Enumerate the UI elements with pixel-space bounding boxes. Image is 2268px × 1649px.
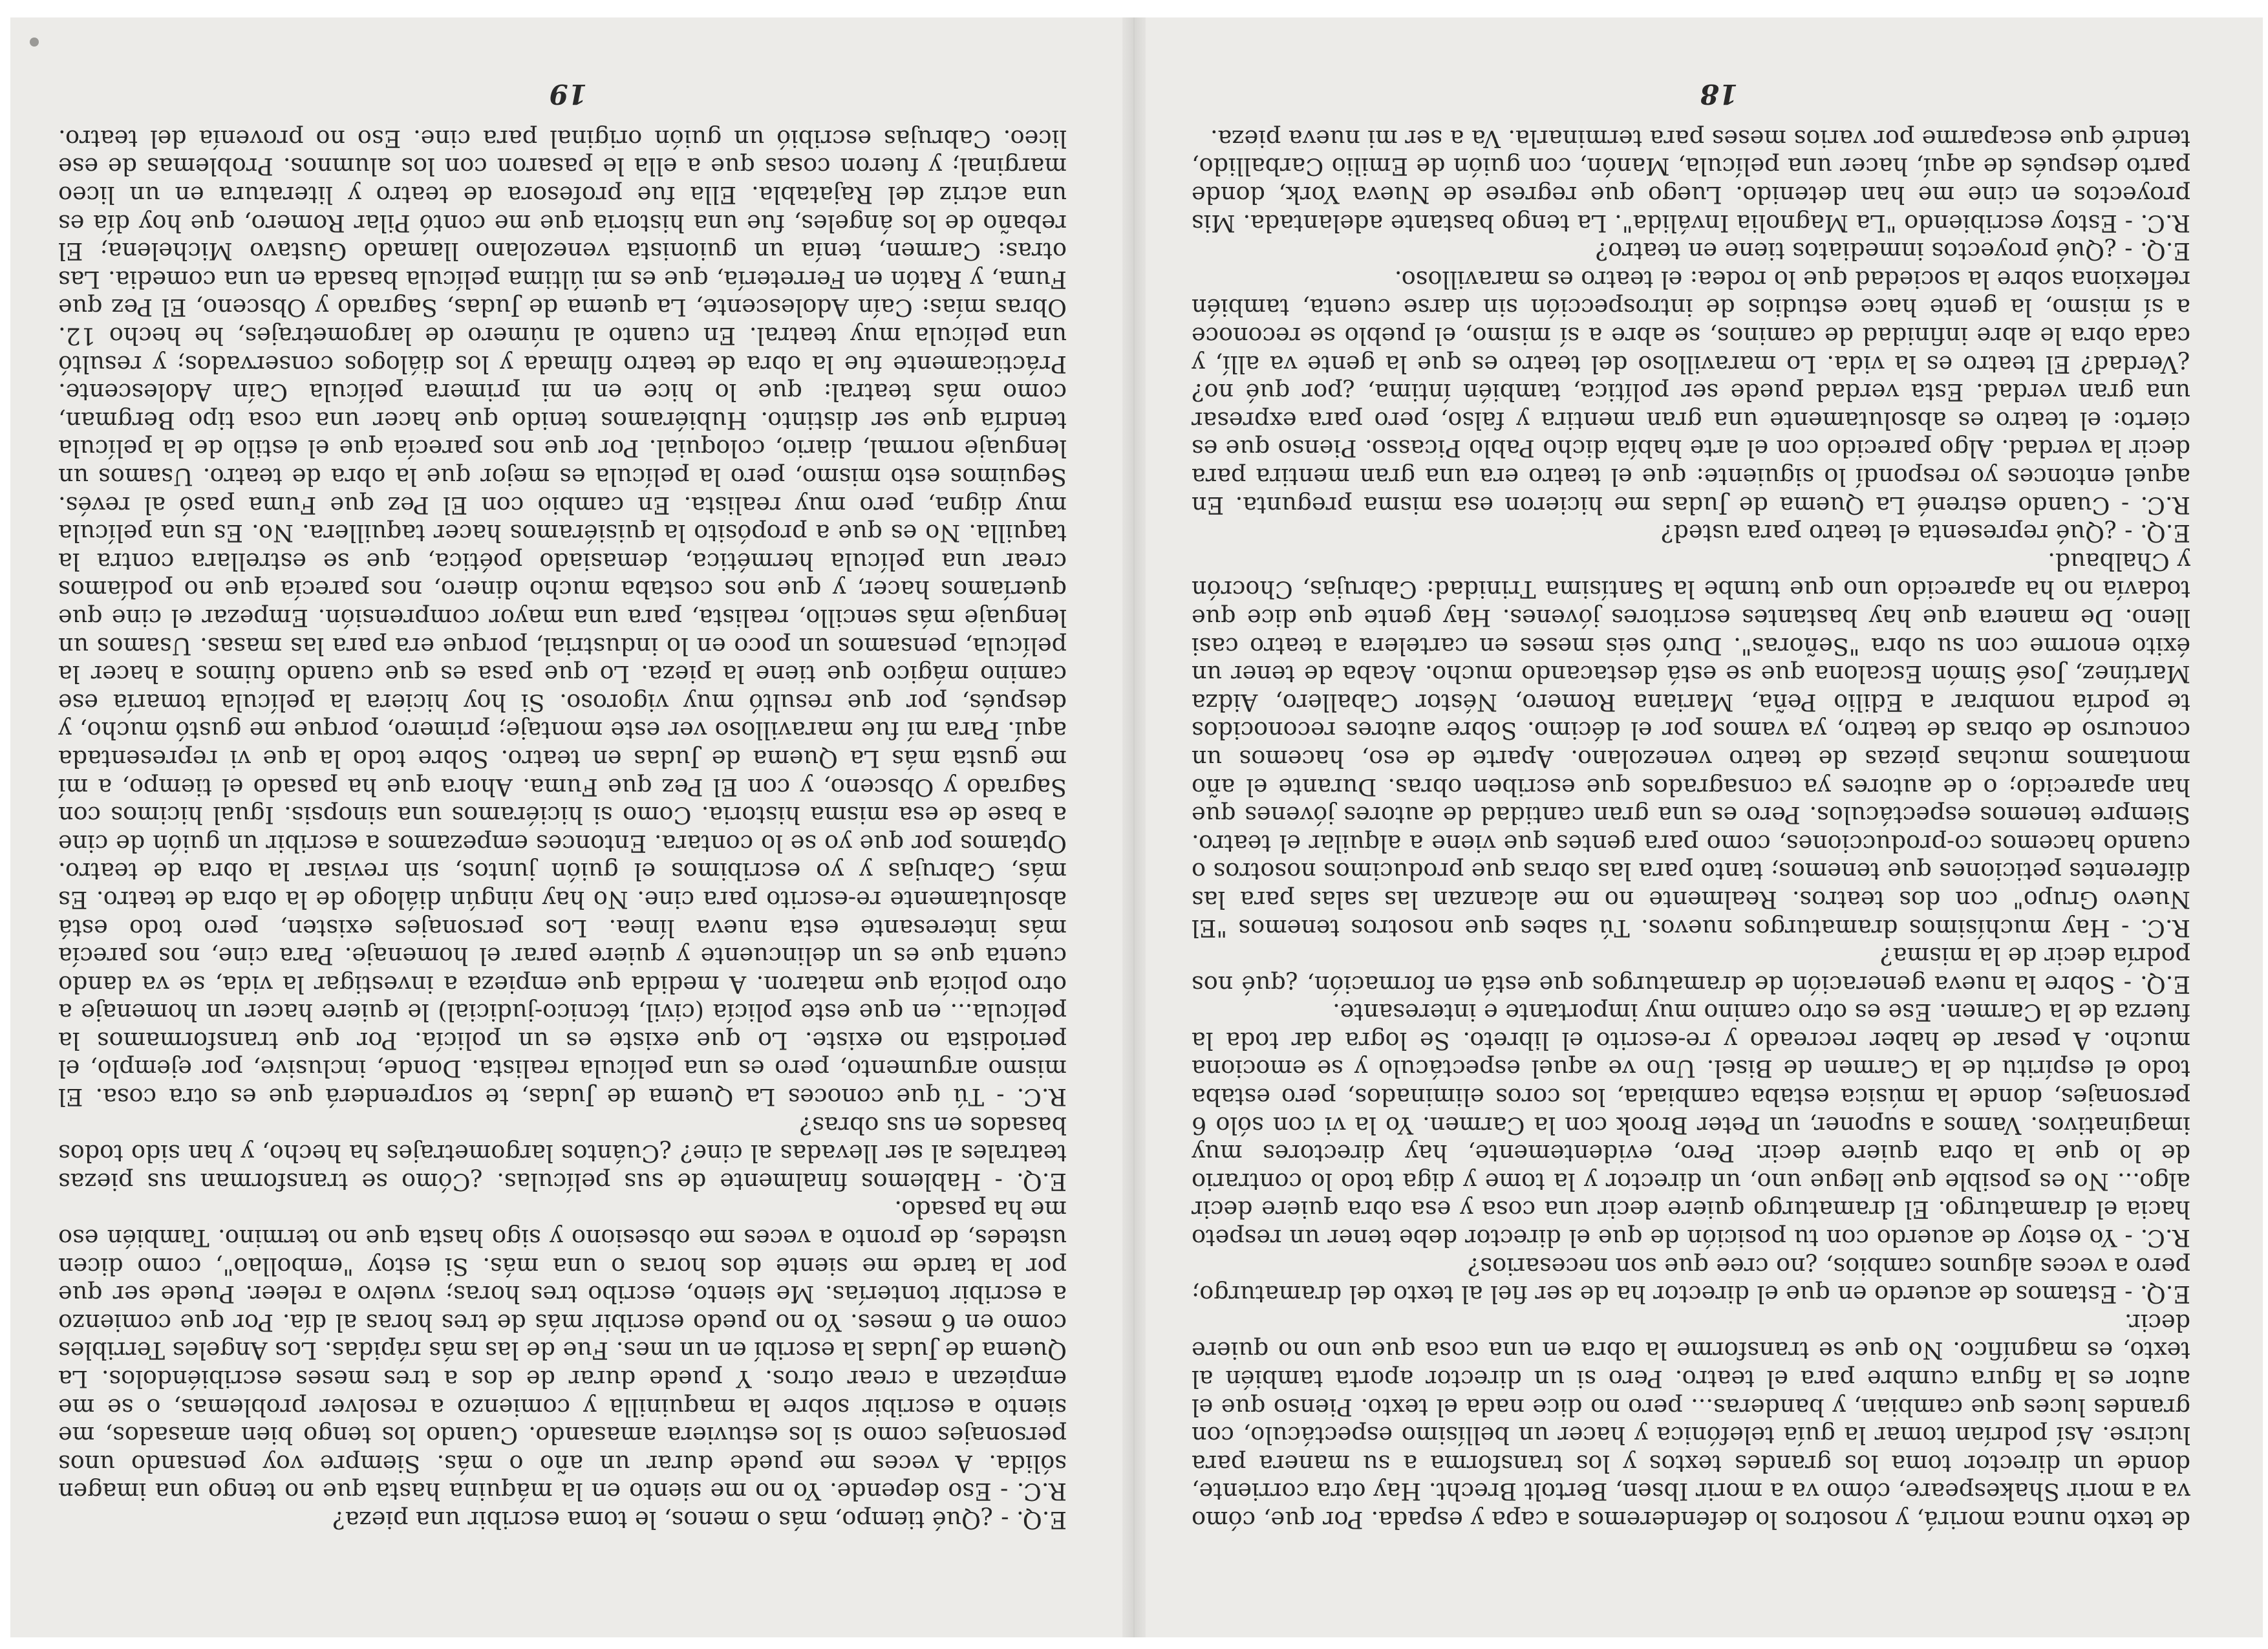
paragraph: E.Q. - Hablemos finalmente de sus películas. ¿Cómo se transforman sus piezas teatrales al ser llevadas al cine? ¿Cuántos largometrajes ha hecho, y han sido todos basados en sus obras? xyxy=(58,1111,1067,1196)
paragraph: R.C. - Hay muchísimos dramaturgos nuevos. Tú sabes que nosotros tenemos "El Nuevo Grupo" con dos teatros. Realmente no me alcanzan las salas para las diferentes peticiones que tenemos; tanto para las obras que producimos nosotros o cuando hacemos co-producciones, como para gentes que viene a alquilar el teatro. Siempre tenemos espectáculos. Pero es una gran cantidad de autores jóvenes que han aparecido; o de autores ya consagrados que escriben obras. Durante el año montamos muchas piezas de teatro venezolano. Aparte de eso, hacemos un concurso de obras de teatro, ya vamos por el décimo. Sobre autores reconocidos te podría nombrar a Edilio Peña, Mariana Romero, Néstor Caballero, Aidza Martínez, José Simón Escalona que se está destacando mucho. Acaba de tener un éxito enorme con su obra "Señoras". Duró seis meses en cartelera a teatro casi lleno. De manera que hay bastantes escritores jóvenes. Hay gente que dice que todavía no ha aparecido uno que tumbe la Santísima Trinidad: Cabrujas, Chocrón y Chalbaud. xyxy=(1192,547,2190,942)
paragraph: R.C. - Cuando estrené La Quema de Judas me hicieron esa misma pregunta. En aquel entonces yo respondí lo siguiente: que el teatro era una gran mentira para decir la verdad. Algo parecido con el arte había dicho Pablo Picasso. Pienso que es cierto: el teatro es absolutamente una gran mentira y falso, pero para expresar una gran verdad. Esta verdad puede ser política, también íntima, ¿por qué no? ¿Verdad? El teatro es la vida. Lo maravilloso del teatro es que la gente va allí, y cada obra le abre infinidad de caminos, se abre a sí mismo, el pueblo se reconoce a sí mismo, la gente hace estudios de introspección sin darse cuenta, también reflexiona sobre la sociedad que lo rodea: el teatro es maravilloso. xyxy=(1192,265,2190,519)
paragraph: E.Q. - Estamos de acuerdo en que el director ha de ser fiel al texto del dramaturgo; pero a veces algunos cambios, ¿no cree que son necesarios? xyxy=(1192,1252,2190,1309)
paragraph: E.Q. - ¿Qué proyectos inmediatos tiene en teatro? xyxy=(1595,237,2190,266)
paragraph: R.C. - Yo estoy de acuerdo con tu posición de que el director debe tener un respeto hacia el dramaturgo. El dramaturgo quiere decir una cosa y esa obra quiere decir algo... No es posible que llegue uno, un director y la tome y diga todo lo contrario de lo que la obra quiere decir. Pero, evidentemente, hay directores muy imaginativos. Vamos a suponer, un Peter Brook con la Carmen. Yo la vi con sólo 6 personajes, donde la música estaba cambiada, los coros eliminados, pero estaba todo el espíritu de la Carmen de Bisel. Uno ve aquel espectáculo y se emociona mucho. A pesar de haber recreado y re-escrito el libreto. Se logra dar toda la fuerza de la Carmen. Ese es otro camino muy importante e interesante. xyxy=(1192,998,2190,1253)
paragraph: E.Q. - ¿Qué representa el teatro para usted? xyxy=(1660,519,2190,548)
paragraph: E.Q. - Sobre la nueva generación de dramaturgos que está en formación, ¿qué nos podría decir de la misma? xyxy=(1192,942,2190,998)
page-18 xyxy=(1192,124,2190,1534)
paragraph: E.Q. - ¿Qué tiempo, más o menos, le toma escribir una pieza? xyxy=(332,1506,1067,1534)
page-19-text xyxy=(58,124,1067,1534)
book-gutter xyxy=(1122,17,1146,1637)
page-number-19: 19 xyxy=(549,78,587,110)
page-number-18: 18 xyxy=(1700,78,1738,110)
paragraph: R.C. - Eso depende. Yo no me siento en la máquina hasta que no tengo una imagen sólida. A veces me puede durar un año o más. Siempre voy pensando unos personajes como si los estuviera amasando. Cuando los tengo bien amasados, me siento a escribir sobre la maquinilla y comienzo a resolver problemas, o se me empiezan a crear otros. Y puede durar de dos a tres meses escribiéndolos. La Quema de Judas la escribí en un mes. Fue de las más rápidas. Los Angeles Terribles como en 6 meses. Yo no puedo escribir más de tres horas al día. Por que comienzo a escribir tonterías. Me siento, escribo tres horas; vuelvo a releer. Puede ser que por la tarde me siente dos horas o una más. Si estoy "embollao", como dicen ustedes, de pronto a veces me obsesiono y sigo hasta que no termino. También eso me ha pasado. xyxy=(58,1196,1067,1506)
paragraph: R.C. - Tú que conoces La Quema de Judas, te sorprenderá que es otra cosa. El mismo argumento, pero es una película realista. Donde, inclusive, por ejemplo, el periodista no existe. Lo que existe es un policía. Por que transformamos la película... en que este policía (civil, técnico-judicial) le quiere hacer un homenaje a otro policía que mataron. A medida que empieza a investigar la vida, se va dando cuenta que es un delincuente y quiere parar el homenaje. Para cine, nos parecía más interesante esta nueva línea. Los personajes existen, pero todo está absolutamente re-escrito para cine. No hay ningún diálogo de la obra de teatro. Es más, Cabrujas y yo escribimos el guión juntos, sin revisar la obra de teatro. Optamos por que yo se lo contara. Entonces empezamos a escribir un guión de cine a base de esa misma historia. Como si hiciéramos una sinopsis. Igual hicimos con Sagrado y Obsceno, y con El Pez que Fuma. Ahora que ha pasado el tiempo, a mí me gusta más La Quema de Judas en teatro. Sobre todo la que vi representada aquí. Para mí fue maravilloso ver este montaje; primero, porque me gustó mucho, y después, por que resultó muy vigoroso. Si hoy hiciera la película tomaría ese camino mágico que tiene la pieza. Lo que pasa es que cuando fuimos a hacer la película, pensamos un poco en lo industrial, porque era para las masas. Usamos un lenguaje más sencillo, realista, para una mayor comprensión. Empezar el cine que queríamos hacer, y que nos costaba mucho dinero, nos parecía que no podíamos crear una película hermética, demasiado poética, que se estrellara contra la taquilla. No es que a propósito la quisiéramos hacer taquillera. No. Es una película muy digna, pero muy realista. En cambio con El Pez que Fuma pasó al revés. Seguimos esto mismo, pero la película es mejor que la obra de teatro. Usamos un lenguaje normal, diario, coloquial. Por que nos parecía que el estilo de la película tendría que ser distinto. Hubiéramos tenido que hacer una cosa tipo Bergman, como más teatral: que lo hice en mi primera película Caín Adolescente. Prácticamente fue la obra de teatro filmada y los diálogos conservados; y resultó una película muy teatral. En cuanto al número de largometrajes, he hecho 12. Obras mías: Caín Adolescente, La quema de Judas, Sagrado y Obsceno, El Pez que Fuma, y Ratón en Ferretería, que es mi última película basada en una comedia. Las otras: Carmen, tenía un guionista venezolano llamado Gustavo Michelena; El rebaño de los ángeles, fue una historia que me contó Pilar Romero, que hoy día es una actriz del Rajatabla. Ella fue profesora de teatro y literatura en un liceo marginal; y fueron cosas que a ella le pasaron con los alumnos. Problemas de ese liceo. Cabrujas escribió un guión original para cine. Eso no provenía del teatro. xyxy=(58,124,1067,1112)
binding-hole-mark xyxy=(30,38,39,47)
paragraph: R.C. - Estoy escribiendo "La Magnolia Inválida". La tengo bastante adelantada. Mis proyectos en cine me han detenido. Luego que regrese de Nueva York, donde parto después de aquí, hacer una película, Manón, con guión de Emilio Carballido, tendré que escaparme por varios meses para terminarla. Va a ser mi nueva pieza. xyxy=(1192,124,2190,237)
page-19 xyxy=(58,124,1067,1534)
paragraph: de texto nunca morirá, y nosotros lo defenderemos a capa y espada. Por que, cómo va a morir Shakespeare, cómo va a morir Ibsen, Bertolt Brecht. Hay otra corriente, donde un director toma los grandes textos y los transforma a su manera para lucirse. Así podrían tomar la guía telefónica y hacer un bellísimo espectáculo, con grandes luces que cambian, y banderas... pero no dice nada el texto. Pienso que el autor es la figura cumbre para el teatro. Pero si un director aporta también al texto, es magnífico. No que se transforme la obra en una cosa que uno no quiere decir. xyxy=(1192,1308,2190,1534)
page-18-text xyxy=(1192,124,2190,1534)
